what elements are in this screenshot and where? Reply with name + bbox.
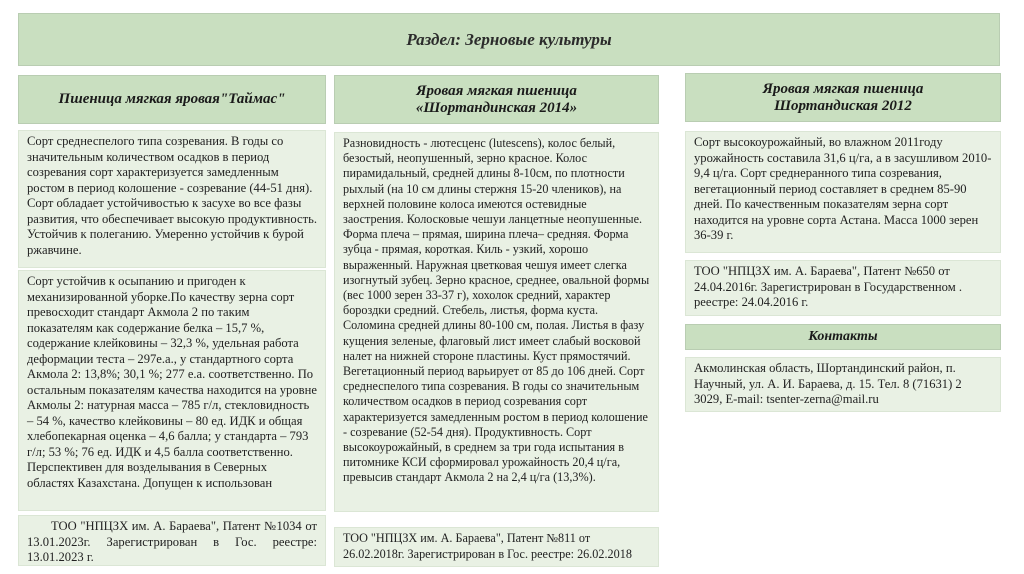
contacts-info-text: Акмолинская область, Шортандинский район, п. Научный, ул. А. И. Бараева, д. 15. Тел. 8 (71631) 2 3029, E-mail: tsenter-zerna@mail.ru [694, 361, 962, 406]
col1-description [18, 130, 326, 268]
col1-heading-text: Пшеница мягкая яровая"Таймас" [58, 91, 286, 107]
col3-description-text: Сорт высокоурожайный, во влажном 2011году урожайность составила 31,6 ц/га, а в засушливом 2010- 9,4 ц/га. Сорт среднеранного типа созревания, вегетационный период составляет в среднем 85-90 дней. По качественным показателям зерна сорт находится на уровне сорта Астана. Масса 1000 зерен 36-39 г. [694, 135, 992, 242]
contacts-info [685, 357, 1001, 412]
col2-description-text: Разновидность - лютесценс (lutescens), колос белый, безостый, неопушенный, зерно красное. Колос пирамидальный, средней длины 8-10см, по плотности рыхлый (на 10 см длины стержня 15-20 члеников), на верхней половине колоса имеются остевидные заострения. Колосковые чешуи ланцетные неопушенные. Форма плеча – прямая, ширина плеча– средняя. Форма зубца - прямая, короткая. Киль - узкий, хорошо выраженный. Наружная цветковая чешуя имеет слегка изогнутый зубец. Зерно красное, среднее, овальной формы (вес 1000 зерен 33-37 г), хохолок средний, характер бороздки средний. Стебель, листья, форма куста. Соломина средней длины 80-100 см, полая. Листья в фазу кущения зеленые, флаговый лист имеет слабый восковой налет на нижней стороне пластины. Куст прямостячий. Вегетационный период варьирует от 85 до 106 дней. Сорт среднеспелого типа созревания. В годы со значительным количеством осадков в период созревания сорт характеризуется замедленным ростом в период колошение - созревание (52-54 дня). Продуктивность. Сорт высокоурожайный, в среднем за три года испытания в питомнике КСИ сформировал урожайность 20,4 ц/га, превысив стандарт Акмола 2 на 2,4 ц/га (13,3%). [343, 136, 650, 485]
col2-heading-line1: Яровая мягкая пшеница [416, 82, 577, 99]
section-title [18, 13, 1000, 66]
col2-patent-text: ТОО "НПЦЗХ им. А. Бараева", Патент №811 от 26.02.2018г. Зарегистрирован в Гос. реестре: 26.02.2018 [343, 531, 632, 561]
col3-patent-text: ТОО "НПЦЗХ им. А. Бараева", Патент №650 от 24.04.2016г. Зарегистрирован в Государственном . реестре: 24.04.2016 г. [694, 264, 962, 309]
col1-patent-text: ТОО "НПЦЗХ им. А. Бараева", Патент №1034 от 13.01.2023г. Зарегистрирован в Гос. реестре: 13.01.2023 г. [27, 519, 317, 564]
col1-description-text: Сорт среднеспелого типа созревания. В годы со значительным количеством осадков в период созревания сорт характеризуется замедленным ростом в период колошение - созревание (44-51 дня). Сорт обладает устойчивостью к засухе во все фазы развития, что обеспечивает высокую продуктивность. Устойчив к полеганию. Умеренно устойчив к бурой ржавчине. [27, 134, 317, 257]
col2-heading [334, 75, 659, 124]
col1-patent [18, 515, 326, 566]
section-title-text: Раздел: Зерновые культуры [406, 29, 612, 49]
col1-quality [18, 270, 326, 511]
col3-heading-line2: Шортандиская 2012 [774, 97, 912, 114]
contacts-heading-text: Контакты [808, 329, 878, 344]
col2-description [334, 132, 659, 512]
col1-quality-text: Сорт устойчив к осыпанию и пригоден к механизированной уборке.По качеству зерна сорт превосходит стандарт Акмола 2 по таким показателям как содержание белка – 15,7 %, содержание клейковины – 32,3 %, удельная работа деформации теста – 297е.а., у стандартного сорта Акмола 2: 13,8%; 30,1 %; 277 е.а. соответственно. По остальным показателям качества находится на уровне Акмолы 2: натурная масса – 785 г/л, стекловидность – 54 %, качество клейковины – 80 ед. ИДК и общая хлебопекарная оценка – 4,6 балла; у стандарта – 793 г/л; 53 %; 76 ед. ИДК и 4,5 балла соответственно. Перспективен для возделывания в Северных областях Казахстана. Допущен к использован [27, 274, 317, 490]
col3-description [685, 131, 1001, 253]
col2-heading-line2: «Шортандинская 2014» [415, 99, 578, 116]
col3-patent [685, 260, 1001, 316]
col3-heading [685, 73, 1001, 122]
contacts-heading [685, 324, 1001, 350]
col3-heading-line1: Яровая мягкая пшеница [762, 80, 924, 97]
col1-heading [18, 75, 326, 124]
col2-patent [334, 527, 659, 567]
